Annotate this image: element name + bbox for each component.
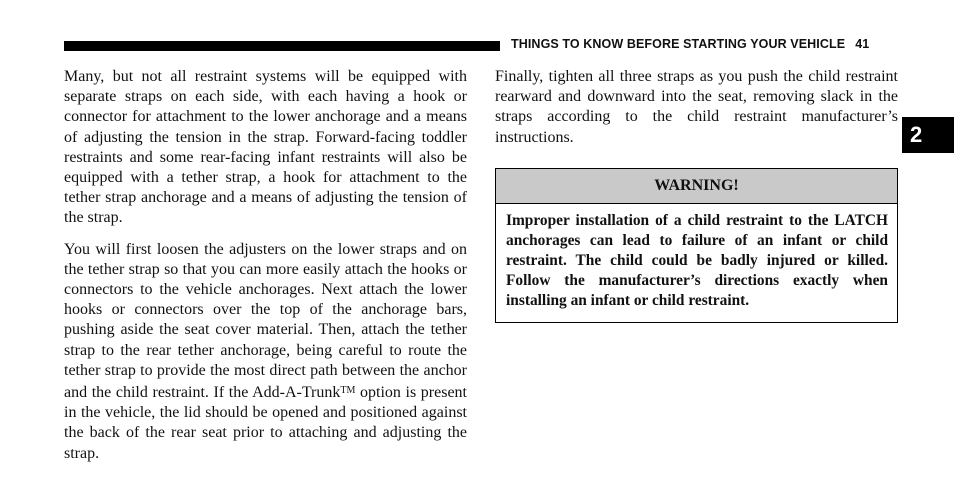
running-header xyxy=(511,37,869,51)
left-paragraph-2-part-2: option is present in the vehicle, the lid should be opened and positioned against the back of the rear seat prior to attaching and adjusting the strap. xyxy=(64,384,468,462)
section-tab: 2 xyxy=(902,117,954,153)
left-paragraph-2 xyxy=(64,240,467,464)
right-column xyxy=(495,67,898,159)
header-rule xyxy=(64,41,500,51)
trademark-symbol: TM xyxy=(340,385,356,397)
header-title: THINGS TO KNOW BEFORE STARTING YOUR VEHICLE xyxy=(511,37,846,51)
left-column xyxy=(64,67,467,475)
left-paragraph-2-part-1: You will first loosen the adjusters on the lower straps and on the tether strap so that you can more easily attach the hooks or connectors to the vehicle anchorages. Next attach the lower hooks or connectors over the top of the anchorage bars, pushing aside the seat cover material. Then, attach the tether strap to the rear tether anchorage, being careful to route the tether strap to provide the most direct path between the anchor and the child restraint. If the Add-A-Trunk xyxy=(64,240,467,402)
warning-text: Improper installation of a child restraint to the LATCH anchorages can lead to failure of an infant or child restraint. The child could be badly injured or killed. Follow the manufacturer’s directions exactly when installing an infant or child restraint. xyxy=(506,212,888,309)
warning-box xyxy=(495,168,898,323)
page-number: 41 xyxy=(855,37,870,51)
right-paragraph-1: Finally, tighten all three straps as you push the child restraint rearward and downward into the seat, removing slack in the straps according to the child restraint manufacturer’s instructions. xyxy=(495,68,898,146)
warning-heading: WARNING! xyxy=(496,169,897,204)
left-paragraph-1: Many, but not all restraint systems will be equipped with separate straps on each side, with each having a hook or connector for attachment to the lower anchorage and a means of adjusting the tension in the strap. Forward-facing toddler restraints and some rear-facing infant restraints will also be equipped with a tether strap, a hook for attachment to the tether strap anchorage and a means of adjusting the tension of the strap. xyxy=(64,68,467,227)
